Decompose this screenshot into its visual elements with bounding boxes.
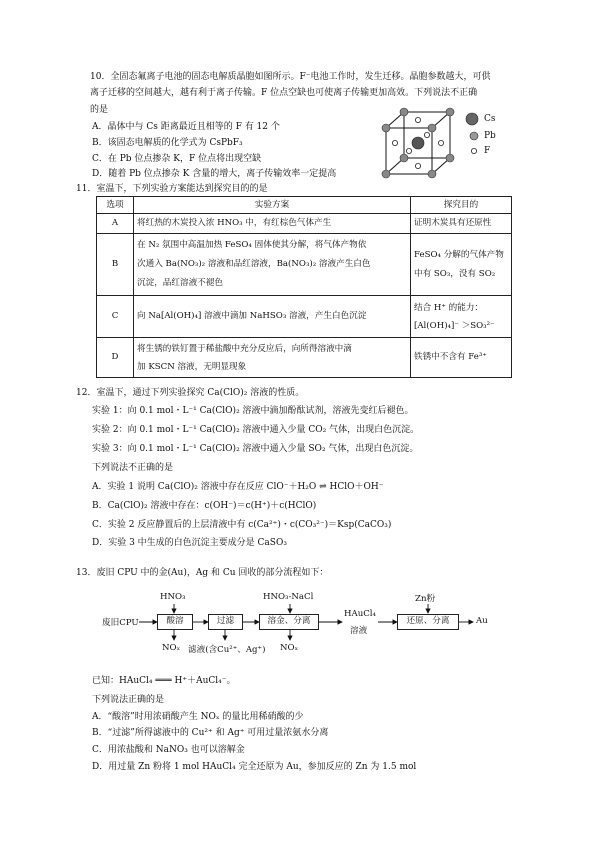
reagent-zn: Zn粉 xyxy=(415,594,436,604)
product-nox-2: NOₓ xyxy=(280,643,299,653)
goal-line: FeSO₄ 分解的气体产物 xyxy=(414,249,504,260)
plan-line: 在 N₂ 氛围中高温加热 FeSO₄ 固体使其分解，将气体产物依 xyxy=(137,240,367,250)
goal-line: [Al(OH)₄]⁻ ＞SO₃²⁻ xyxy=(414,320,495,331)
goal-line: 中有 SO₃，没有 SO₂ xyxy=(414,268,496,279)
goal-line: 证明木炭具有还原性 xyxy=(414,218,492,228)
goal-line: 铁锈中不含有 Fe³⁺ xyxy=(414,352,487,362)
q10-option-d: D．随着 Pb 位点掺杂 K 含量的增大，离子传输效率一定提高 xyxy=(92,169,337,179)
q10-option-b: B．该固态电解质的化学式为 CsPbF₃ xyxy=(92,138,243,148)
plan-line: 将红热的木炭投入浓 HNO₃ 中，有红棕色气体产生 xyxy=(137,218,332,228)
plan-line: 向 Na[Al(OH)₄] 溶液中滴加 NaHSO₃ 溶液，产生白色沉淀 xyxy=(137,311,367,321)
intermediate-solution: 溶液 xyxy=(350,626,368,636)
row-option: D xyxy=(97,338,134,378)
row-option: C xyxy=(97,296,134,338)
q12-exp2: 实验 2：向 0.1 mol・L⁻¹ Ca(ClO)₂ 溶液中通入少量 CO₂ 气体，出现白色沉淀。 xyxy=(92,425,420,435)
q12-exp1: 实验 1：向 0.1 mol・L⁻¹ Ca(ClO)₂ 溶液中滴加酚酞试剂，溶液先变红后褪色。 xyxy=(92,406,414,416)
header-option: 选项 xyxy=(97,197,134,214)
q10-stem-line-2: 离子迁移的空间越大，越有利于离子传输。F 位点空缺也可使离子传输更加高效。下列说法不正确 xyxy=(90,88,478,98)
flow-box-reduce: 还原、分离 xyxy=(397,614,459,630)
row-option: B xyxy=(97,234,134,296)
product-filtrate: 滤液(含Cu²⁺、Ag⁺) xyxy=(188,645,266,655)
q13-question: 下列说法正确的是 xyxy=(92,695,165,705)
q13-option-b: B．“过滤”所得滤液中的 Cu²⁺ 和 Ag⁺ 可用过量浓氨水分离 xyxy=(92,728,329,738)
q12-exp3: 实验 3：向 0.1 mol・L⁻¹ Ca(ClO)₂ 溶液中通入少量 SO₂ 气体，出现白色沉淀。 xyxy=(92,444,419,454)
intermediate-haucl4: HAuCl₄ xyxy=(344,609,377,619)
header-goal: 探究目的 xyxy=(411,197,512,214)
header-plan: 实验方案 xyxy=(134,197,411,214)
q12-question: 下列说法不正确的是 xyxy=(92,463,174,473)
q10-stem-line-3: 的是 xyxy=(90,105,109,115)
legend-f-label: F xyxy=(484,146,491,156)
plan-line: 将生锈的铁钉置于稀盐酸中充分反应后，向所得溶液中滴 xyxy=(137,343,352,354)
goal-line: 结合 H⁺ 的能力： xyxy=(414,302,484,313)
q12-option-c: C．实验 2 反应静置后的上层清液中有 c(Ca²⁺)・c(CO₃²⁻)＝Ksp(CaCO₃) xyxy=(92,520,392,530)
product-nox-1: NOₓ xyxy=(162,643,181,653)
q13-option-a: A．“酸溶”时用浓硝酸产生 NOₓ 的量比用稀硝酸的少 xyxy=(92,712,304,722)
flow-box-filter: 过滤 xyxy=(208,614,243,630)
q13-option-d: D．用过量 Zn 粉将 1 mol HAuCl₄ 完全还原为 Au，参加反应的 Zn 为 1.5 mol xyxy=(92,762,417,772)
row-option: A xyxy=(97,214,134,234)
reagent-hno3: HNO₃ xyxy=(160,592,186,602)
q13-stem: 13．废旧 CPU 中的金(Au)，Ag 和 Cu 回收的部分流程如下： xyxy=(76,568,329,578)
q10-stem-line-1: 10．全固态氟离子电池的固态电解质晶胞如图所示。F⁻电池工作时，发生迁移。晶胞参数越大，可供 xyxy=(90,72,491,82)
legend-cs-label: Cs xyxy=(484,114,496,124)
legend-pb-label: Pb xyxy=(484,131,496,141)
flow-box-dissolve-gold: 溶金、分离 xyxy=(259,614,319,630)
flow-start: 废旧CPU xyxy=(102,618,139,628)
q10-option-a: A．晶体中与 Cs 距离最近且相等的 F 有 12 个 xyxy=(92,122,280,132)
q12-option-a: A．实验 1 说明 Ca(ClO)₂ 溶液中存在反应 ClO⁻＋H₂O ⇌ HClO＋OH⁻ xyxy=(92,482,384,492)
q12-option-b: B．Ca(ClO)₂ 溶液中存在：c(OH⁻)＝c(H⁺)＋c(HClO) xyxy=(92,501,317,511)
q12-stem: 12．室温下，通过下列实验探究 Ca(ClO)₂ 溶液的性质。 xyxy=(76,388,305,398)
q13-given: 已知：HAuCl₄ ═══ H⁺＋AuCl₄⁻。 xyxy=(92,676,236,686)
reagent-hno3-nacl: HNO₃-NaCl xyxy=(263,592,314,602)
plan-line: 次通入 Ba(NO₃)₂ 溶液和品红溶液，Ba(NO₃)₂ 溶液产生白色 xyxy=(137,259,371,269)
plan-line: 沉淀，品红溶液不褪色 xyxy=(137,278,223,288)
q13-option-c: C．用浓盐酸和 NaNO₃ 也可以溶解金 xyxy=(92,745,245,755)
flow-end-au: Au xyxy=(476,616,488,626)
q10-option-c: C．在 Pb 位点掺杂 K，F 位点将出现空缺 xyxy=(92,154,262,164)
flow-box-acid-dissolve: 酸溶 xyxy=(157,614,193,630)
q12-option-d: D．实验 3 中生成的白色沉淀主要成分是 CaSO₃ xyxy=(92,538,287,548)
q11-stem: 11．室温下，下列实验方案能达到探究目的的是 xyxy=(76,184,268,194)
plan-line: 加 KSCN 溶液，无明显现象 xyxy=(137,361,247,372)
